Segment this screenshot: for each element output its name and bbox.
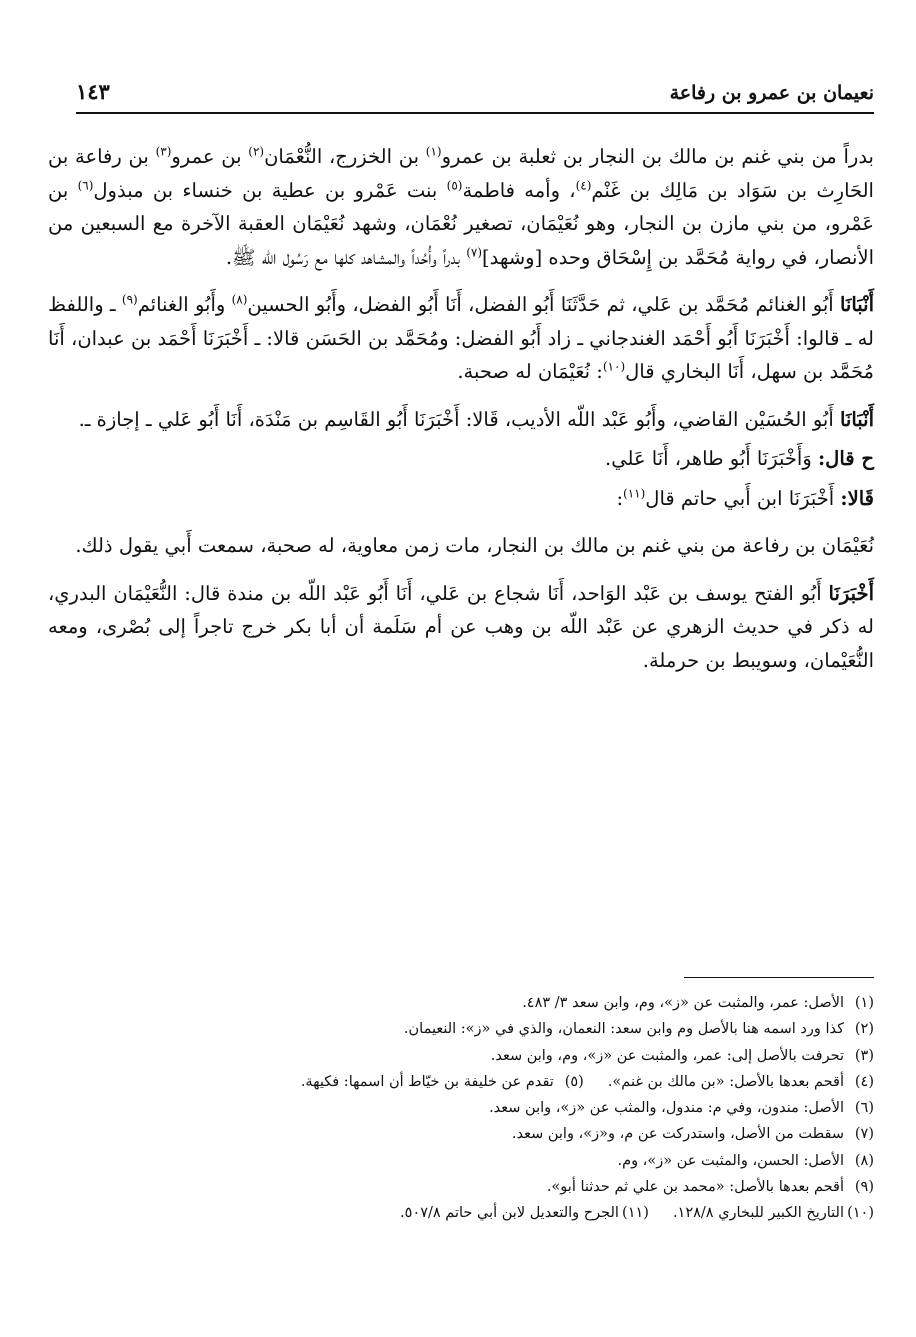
footnote-line	[50, 1148, 874, 1174]
footnote	[301, 1069, 584, 1095]
text-run: نُعَيْمَان بن رفاعة من بني غنم بن مالك بن النجار، مات زمن معاوية، له صحبة، سمعت أَبي يقول ذلك.	[75, 534, 874, 557]
footnote	[522, 990, 874, 1016]
isnad-lead-word: ح قال:	[817, 447, 874, 470]
footnote-marker: (١٠)	[602, 359, 626, 374]
text-run: وأَبُو الغنائم	[137, 293, 232, 316]
footnote-text: أقحم بعدها بالأصل: «محمد بن علي ثم حدثنا أبو».	[546, 1179, 844, 1196]
main-text	[48, 140, 874, 691]
footnote-text: كذا ورد اسمه هنا بالأصل وم وابن سعد: النعمان، والذي في «ز»: النعيمان.	[403, 1021, 844, 1038]
text-run: بن الخزرج، النُّعْمَان	[264, 145, 426, 168]
footnote-marker: (٥)	[446, 178, 463, 192]
footnote	[608, 1069, 874, 1095]
footnote-number: (٧)	[854, 1126, 874, 1143]
footnote-marker: (٣)	[155, 144, 172, 159]
footnote-line	[50, 1043, 874, 1069]
footnote-line	[50, 1174, 874, 1200]
footnote-marker: (٧)	[466, 245, 483, 259]
paragraph	[48, 288, 874, 389]
footnote-marker: (١)	[425, 144, 442, 159]
footnotes	[50, 990, 874, 1227]
footnote-marker: (٤)	[575, 178, 592, 192]
footnote-text: الأصل: مندون، وفي م: مندول، والمثب عن «ز»، وابن سعد.	[489, 1100, 844, 1117]
paragraph	[48, 529, 874, 563]
text-run: بدراً وأُحُداً والمشاهد كلها مع رَسُول الله ﷺ.	[225, 245, 467, 269]
footnote	[404, 1016, 874, 1042]
footnote-line	[50, 990, 874, 1016]
text-run: أَبُو الفتح يوسف بن عَبْد الوَاحد، أَنَا شجاع بن عَلي، أَنَا أَبُو عَبْد اللّه بن مندة قال: النُّعَيْمَان البدري، له ذكر في حديث الزهري عن عَبْد اللّه بن وهب عن أم سَلَمة أن أبا بكر خرج تاجراً إلى بُصْرى، ومعه النُّعَيْمان، وسويبط بن حرملة.	[48, 581, 874, 672]
footnote-marker: (٨)	[231, 292, 248, 307]
page-header	[76, 70, 874, 114]
isnad-lead-word: قَالا:	[840, 486, 874, 510]
footnote-text: الأصل: الحسن، والمثبت عن «ز»، وم.	[617, 1152, 844, 1169]
footnote-number: (١)	[854, 995, 874, 1011]
footnote	[547, 1174, 874, 1200]
text-run: بدراً من بني غنم بن مالك بن النجار بن ثعلبة بن عمرو	[441, 145, 874, 168]
text-run: بن عَمْرو، من بني مازن بن النجار، وهو نُعَيْمَان، تصغير نُعْمَان، وشهد نُعَيْمَان العقبة الآخرة مع السبعين من الأنصار، في رواية مُحَمَّد بن إِسْحَاق وحده [وشهد]	[48, 178, 874, 269]
text-run: وَأَخْبَرَنَا أَبُو طاهر، أَنَا عَلي.	[605, 447, 818, 470]
footnote-number: (٩)	[854, 1179, 874, 1196]
footnote	[673, 1200, 874, 1226]
text-run: ، وأمه فاطمة	[462, 178, 576, 202]
footnote-text: أقحم بعدها بالأصل: «بن مالك بن غنم».	[607, 1073, 844, 1090]
footnote-number: (٥)	[564, 1073, 584, 1090]
footnote-text: الجرح والتعديل لابن أبي حاتم ٥٠٧/٨.	[400, 1205, 619, 1222]
footnote-line	[50, 1200, 874, 1226]
paragraph	[48, 403, 874, 437]
footnote	[400, 1200, 649, 1226]
paragraph	[48, 482, 874, 516]
footnote	[512, 1121, 874, 1147]
text-run: بن رفاعة بن الحَارِث بن سَوَاد بن مَالِك بن غَنْم	[48, 145, 874, 202]
text-run: : نُعَيْمَان له صحبة.	[457, 360, 603, 383]
footnote	[491, 1043, 874, 1069]
paragraph	[48, 577, 874, 678]
footnote-text: الأصل: عمر، والمثبت عن «ز»، وم، وابن سعد ٣/ ٤٨٣.	[522, 995, 844, 1011]
footnote-number: (٣)	[854, 1047, 874, 1064]
footnote-number: (٦)	[854, 1100, 874, 1117]
page-number: ١٤٣	[76, 79, 110, 104]
footnote-line	[50, 1121, 874, 1147]
paragraph	[48, 140, 874, 274]
text-run: ـ واللفظ له ـ قالوا: أَخْبَرَنَا أَبُو أَحْمَد الغندجاني ـ زاد أَبُو الفضل: ومُحَمَّد بن الحَسَن قالا: ـ أَخْبَرَنَا أَحْمَد بن عبدان، أَنَا مُحَمَّد بن سهل، أَنَا البخاري قال	[48, 293, 874, 383]
footnote-separator	[684, 977, 874, 978]
footnote-marker: (٢)	[248, 144, 265, 159]
footnote-line	[50, 1069, 874, 1095]
text-run: أَبُو الحُسَيْن القاضي، وأَبُو عَبْد اللّه الأديب، قَالا: أَخْبَرَنَا أَبُو القَاسِم بن مَنْدَة، أَنَا أَبُو عَلي ـ إجازة ـ.	[78, 407, 840, 431]
footnote-text: تقدم عن خليفة بن خيّاط أن اسمها: فكيهة.	[300, 1073, 554, 1090]
footnote-text: التاريخ الكبير للبخاري ١٢٨/٨.	[672, 1205, 844, 1222]
footnote-number: (٢)	[854, 1021, 874, 1038]
footnote-number: (٨)	[854, 1152, 874, 1169]
footnote-line	[50, 1016, 874, 1042]
text-run: بن عمرو	[171, 145, 249, 168]
paragraph	[48, 442, 874, 476]
text-run: أَخْبَرَنَا ابن أَبي حاتم قال	[645, 486, 841, 510]
footnote-text: تحرفت بالأصل إلى: عمر، والمثبت عن «ز»، وم، وابن سعد.	[490, 1047, 844, 1064]
footnote	[489, 1095, 874, 1121]
isnad-lead-word: أَنْبَانَا	[839, 293, 875, 316]
footnote-line	[50, 1095, 874, 1121]
text-run: بنت عَمْرو بن عطية بن خنساء بن مبذول	[93, 178, 447, 202]
footnote-number: (١٠)	[847, 1205, 874, 1222]
running-title: نعيمان بن عمرو بن رفاعة	[669, 82, 874, 104]
footnote-text: سقطت من الأصل، واستدركت عن م، و«ز»، وابن سعد.	[511, 1126, 844, 1143]
footnote	[617, 1148, 874, 1174]
footnote-marker: (٩)	[121, 292, 138, 307]
isnad-lead-word: أَنْبَانَا	[839, 407, 874, 431]
text-run: :	[616, 486, 624, 510]
footnote-number: (٤)	[854, 1073, 874, 1090]
footnote-marker: (١١)	[623, 486, 646, 500]
text-run: أَبُو الغنائم مُحَمَّد بن عَلي، ثم حَدَّثَنَا أَبُو الفضل، أَنَا أَبُو الفضل، وأَبُو الحسين	[247, 293, 840, 316]
isnad-lead-word: أَخْبَرَنَا	[828, 581, 874, 605]
footnote-number: (١١)	[622, 1205, 649, 1222]
footnote-marker: (٦)	[77, 178, 94, 192]
